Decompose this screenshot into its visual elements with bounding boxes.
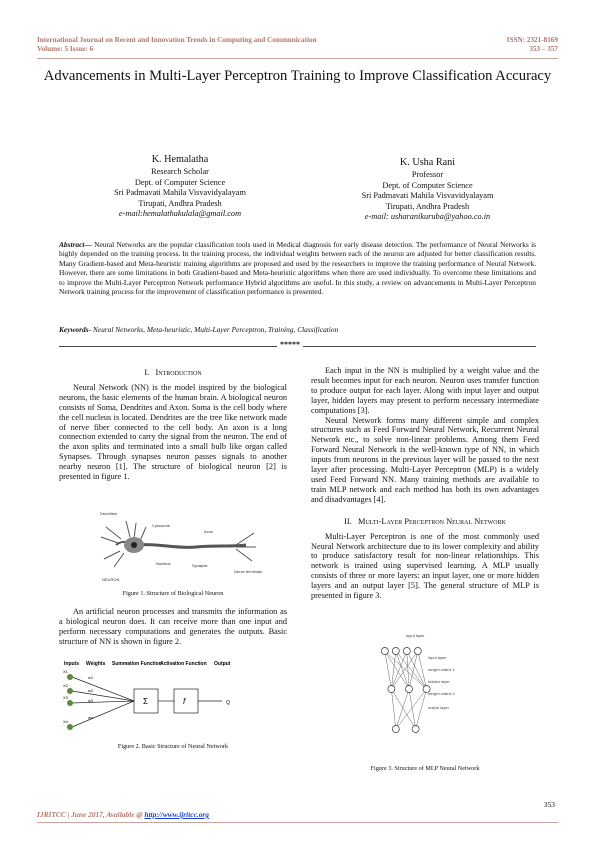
mlp-node [392, 726, 399, 733]
label-w1: w1 [88, 675, 94, 680]
abstract [59, 240, 536, 296]
author-name: K. Usha Rani [399, 157, 456, 168]
section-number: II. [344, 516, 352, 526]
mlp-node [388, 686, 395, 693]
footer-link[interactable]: http://www.ijritcc.org [144, 810, 209, 819]
divider [59, 341, 536, 351]
label-x1: X1 [63, 669, 68, 674]
author-univ: Sri Padmavati Mahila Visvavidyalayam [361, 191, 494, 201]
journal-name: International Journal on Recent and Innovation Trends in Computing and Communication [37, 36, 317, 44]
label-x2: X2 [63, 683, 68, 688]
volume-issue: Volume: 5 Issue: 6 [37, 45, 94, 53]
label-sigma: Σ [143, 697, 148, 706]
paragraph: Neural Network (NN) is the model inspired by the biological neurons, the basic elements of the human brain. A biological neuron consists of Soma, Dendrites and Axon. Soma is the cell body where the cell nucleus is located. Dendrites are the tree like network made of nerve fiber connected to the cell body. An axon is a long connection extended to carry the signal from the neuron. The end of the axon splits and terminated into a small bulb like organ called Synapses. Through synapses neuron passes signals to another nearby neuron [1]. The structure of biological neuron [2] is presented in figure 1. [59, 382, 287, 482]
paragraph: Each input in the NN is multiplied by a weight value and the result becomes input for each neuron. Neuron uses transfer function to produce output for each layer. Along with input layer and output layer, hidden layers may present to perform necessary intermediate computations [3]. [311, 366, 539, 415]
footer-rule [37, 822, 558, 823]
mlp-node [392, 648, 399, 655]
author-name: K. Hemalatha [151, 154, 209, 165]
divider-stars: ***** [277, 340, 303, 349]
label-axon: Axon [204, 529, 214, 534]
author-univ: Sri Padmavati Mahila Visvavidyalayam [114, 188, 246, 198]
label-w3: w3 [88, 698, 94, 703]
author-dept: Dept. of Computer Science [382, 180, 473, 190]
nucleus-shape [131, 542, 137, 548]
label-nucleus: Nucleus [156, 561, 171, 566]
left-column [59, 368, 287, 482]
keywords [59, 325, 536, 334]
label-input-layer-side: input layer [428, 655, 447, 660]
section-heading [311, 517, 539, 527]
footer-text [37, 810, 209, 819]
author-1 [75, 153, 285, 220]
figure-1-caption: Figure 1. Structure of Biological Neuron [122, 590, 224, 597]
right-column [311, 366, 539, 601]
biological-neuron-figure [96, 507, 261, 585]
header-rule [37, 58, 558, 59]
label-hidden-layer: hidden layer [428, 679, 450, 684]
label-input-layer: input layer [406, 633, 425, 638]
paragraph: Neural Network forms many different simple and complex structures such as Feed Forward Neural Network, Recurrent Neural Network etc., to solve non-linear problems. Among them Feed Forward Neural Network is the well-known type of NN, in which inputs from neurons in the previous layer will be passed to the next layer after processing. Multi-Layer Perceptron (MLP) is a widely used Feed Forward NN. Many training methods are available to train MLP network and each method has both its own advantages and disadvantages [4]. [311, 415, 539, 504]
left-column-cont [59, 607, 287, 647]
mlp-node [412, 726, 419, 733]
mlp-node [381, 648, 388, 655]
label-weight-matrix-1: weight matrix 1 [428, 667, 455, 672]
page-number: 353 [543, 800, 555, 809]
section-title: Introduction [155, 368, 202, 377]
keywords-label: Keywords- [59, 325, 92, 334]
author-role: Professor [411, 170, 444, 179]
section-heading [59, 368, 287, 378]
author-2 [325, 156, 530, 223]
figure-2-caption: Figure 2. Basic Structure of Neural Network [117, 743, 229, 750]
paper-title: Advancements in Multi-Layer Perceptron Training to Improve Classification Accuracy [43, 68, 552, 84]
label-wn: wn [88, 715, 94, 720]
label-dendrites: Dendrites [100, 511, 118, 516]
input-node [67, 688, 73, 694]
label-output-layer: output layer [428, 705, 449, 710]
input-node [67, 674, 73, 680]
mlp-node [406, 686, 413, 693]
label-activation: Activation Function [160, 661, 207, 667]
neural-network-figure [64, 657, 254, 737]
paragraph: An artificial neuron processes and transmits the information as a biological neuron does. It can receive more than one input and perform necessary computations and generates the outputs. Basic structure of NN is shown in figure 2. [59, 607, 287, 646]
label-summation: Summation Function [112, 661, 162, 667]
label-neuron: NEURON [102, 577, 120, 582]
mlp-node [403, 648, 410, 655]
label-f: f [183, 697, 186, 706]
label-output: Output [214, 661, 231, 667]
label-weight-matrix-2: weight matrix 2 [428, 691, 455, 696]
label-q: Q [226, 700, 230, 706]
mlp-node [414, 648, 421, 655]
label-w2: w2 [88, 688, 94, 693]
label-xn: Xn [63, 719, 68, 724]
keywords-text: Neural Networks, Meta-heuristic, Multi-Layer Perceptron, Training, Classification [91, 325, 339, 334]
author-city: Tirupati, Andhra Pradesh [138, 198, 222, 208]
author-city: Tirupati, Andhra Pradesh [385, 201, 470, 211]
section-title: Multi-Layer Perceptron Neural Network [358, 516, 506, 526]
paragraph: Multi-Layer Perceptron is one of the most commonly used Neural Network architecture due to its lower complexity and ability to produce satisfactory result for non-linear relationships. This network is trained using supervised learning. A MLP usually consists of three or more layers: an input layer, one or more hidden layers and an output layer [5]. The general structure of MLP is presented in figure 3. [311, 531, 539, 601]
label-x3: X3 [63, 695, 68, 700]
author-dept: Dept. of Computer Science [134, 177, 226, 187]
abstract-text: Neural Networks are the popular classification tools used in Medical diagnosis for early disease detection. The performance of Neural Networks is highly depended on the training process. In the training process, the individual weights between each of the neuron are adjusted for better classification results. Many Gradient-based and Meta-heuristic training algorithms are proposed and used by the researchers to improve the training performance of Neural Network. However, there are some limitations in both Gradient-based and Meta-heuristic algorithms when there are used individually. To overcome these limitations and to improve the Multi-Layer Perceptron Network performance Hybrid algorithms are useful. In this study, a review on advancements in Multi-Layer Perceptron Network training process for the improvement of classification performance is presented. [59, 240, 536, 297]
author-role: Research Scholar [151, 167, 209, 176]
issn: ISSN: 2321-8169 [506, 36, 558, 44]
section-number: I. [144, 368, 150, 377]
label-nerve-terminals: Nerve terminals [234, 569, 263, 574]
abstract-label: Abstract— [59, 240, 92, 249]
footer-label: IJRITCC | June 2017, Available @ [37, 810, 145, 819]
mlp-figure [376, 629, 486, 759]
author-email: e-mail: usharanikuruba@yahoo.co.in [364, 212, 491, 222]
label-cytosome: Cytosome [152, 523, 171, 528]
label-weights: Weights [86, 661, 106, 667]
input-node [67, 724, 73, 730]
label-inputs: Inputs [64, 661, 79, 667]
input-node [67, 700, 73, 706]
page-range: 353 – 357 [529, 45, 558, 53]
figure-3-caption: Figure 3. Structure of MLP Neural Network [370, 765, 480, 772]
label-synapse: Synapse [192, 563, 208, 568]
author-email: e-mail:hemalathakulala@gmail.com [118, 209, 242, 219]
